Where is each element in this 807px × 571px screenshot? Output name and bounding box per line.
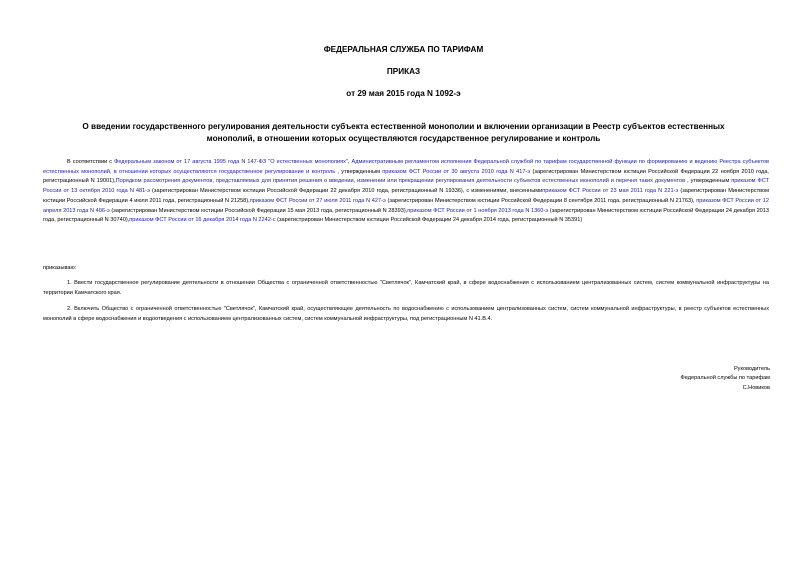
preamble-text: В соответствии с [67,159,115,165]
preamble-text: , утвержденным [335,168,383,175]
preamble-text: , [347,159,352,165]
order-item-1: 1. Ввести государственное регулирование деятельности в отношении Общества с ограниченной ответственностью "Светлячок", Камчатский край, в сфере водоснабжения с использованием централизованных систем, систем коммунальной инфраструктуры на территории Камчатского края. [43,280,769,296]
document-date-number: от 29 мая 2015 года N 1092-э [346,89,461,98]
order-word: приказываю: [43,265,77,271]
preamble-text: (зарегистрирован Министерством юстиции Российской Федерации 24 декабря 2014 года, регистрационный N 35391) [275,217,583,224]
preamble-paragraph [43,158,769,226]
link-order-427[interactable]: приказом ФСТ России от 27 июля 2011 года N 427-э [249,197,386,204]
signature-organization: Федеральной службы по тарифам [680,375,770,382]
preamble-text: , утвержденным [685,178,732,185]
link-procedure[interactable]: Порядком рассмотрения документов, представляемых для принятия решения о введении, изменении или прекращении регулирования деятельности субъектов естественных монополий и перечня таких документов [115,178,686,185]
preamble-text: (зарегистрирован Министерством юстиции Российской Федерации 15 мая 2013 года, регистрационный N 28393), [109,207,408,214]
signature-block [560,365,770,393]
link-order-481[interactable]: приказом ФСТ России от 13 октября 2010 года N 481-э [43,178,769,195]
preamble-text: (зарегистрирован Министерством юстиции Российской Федерации 24 декабря 2013 года, регистрационный N 30740), [43,207,770,224]
document-type: ПРИКАЗ [386,67,421,76]
preamble-text: (зарегистрирован Министерством юстиции Российской Федерации 4 июля 2011 года, регистрационный N 21258), [43,188,770,204]
link-federal-law[interactable]: Федеральным законом от 17 августа 1995 года N 147-ФЗ "О естественных монополиях" [114,159,348,165]
preamble-text: (зарегистрирован Министерством юстиции Российской Федерации 22 ноября 2010 года, регистрационный N 19001), [43,168,769,185]
order-item-2: 2. Включить Общество с ограниченной ответственностью "Светлячок", Камчатский край, осуществляющее деятельность по водоснабжению с использованием централизованных систем, систем коммунальной инфраструктуры, в реестр субъектов естественных монополий в сфере водоснабжения и водоотведения с использованием централизованных систем, систем коммунальной инфраструктуры, под регистрационным N 41.В.4. [43,306,769,322]
link-order-2242[interactable]: приказом ФСТ России от 16 декабря 2014 года N 2242-с [129,217,276,224]
link-order-417[interactable]: приказом ФСТ России от 30 августа 2010 года N 417-э [382,168,531,175]
preamble-text: (зарегистрирован Министерством юстиции Российской Федерации 22 декабря 2010 года, регистрационный N 19336), с изменениями, внесенными [149,188,543,195]
signature-name: С.Новиков [742,384,770,391]
agency-name: ФЕДЕРАЛЬНАЯ СЛУЖБА ПО ТАРИФАМ [323,45,484,54]
link-order-1360[interactable]: приказом ФСТ России от 1 ноября 2013 года N 1360-э [407,207,549,214]
link-order-406[interactable]: приказом ФСТ России от 12 апреля 2013 года N 406-э [43,197,769,214]
link-order-221[interactable]: приказом ФСТ России от 23 мая 2011 года N 221-э [542,188,679,195]
preamble-text: (зарегистрирован Министерством юстиции Российской Федерации 8 сентября 2011 года, регистрационный N 21763), [385,197,697,204]
signature-position: Руководитель [733,366,770,372]
link-admin-regulation[interactable]: Административным регламентом исполнения Федеральной службой по тарифам государственной функции по формированию и ведению Реестра субъектов естественных монополий, в отношении которых осуществляются государственное регулирование и контроль [43,159,770,175]
document-title: О введении государственного регулирования деятельности субъекта естественной монополии и включении организации в Реестр субъектов естественных монополий, в отношении которых осуществляются государственное регулирование и контроль [82,122,725,143]
